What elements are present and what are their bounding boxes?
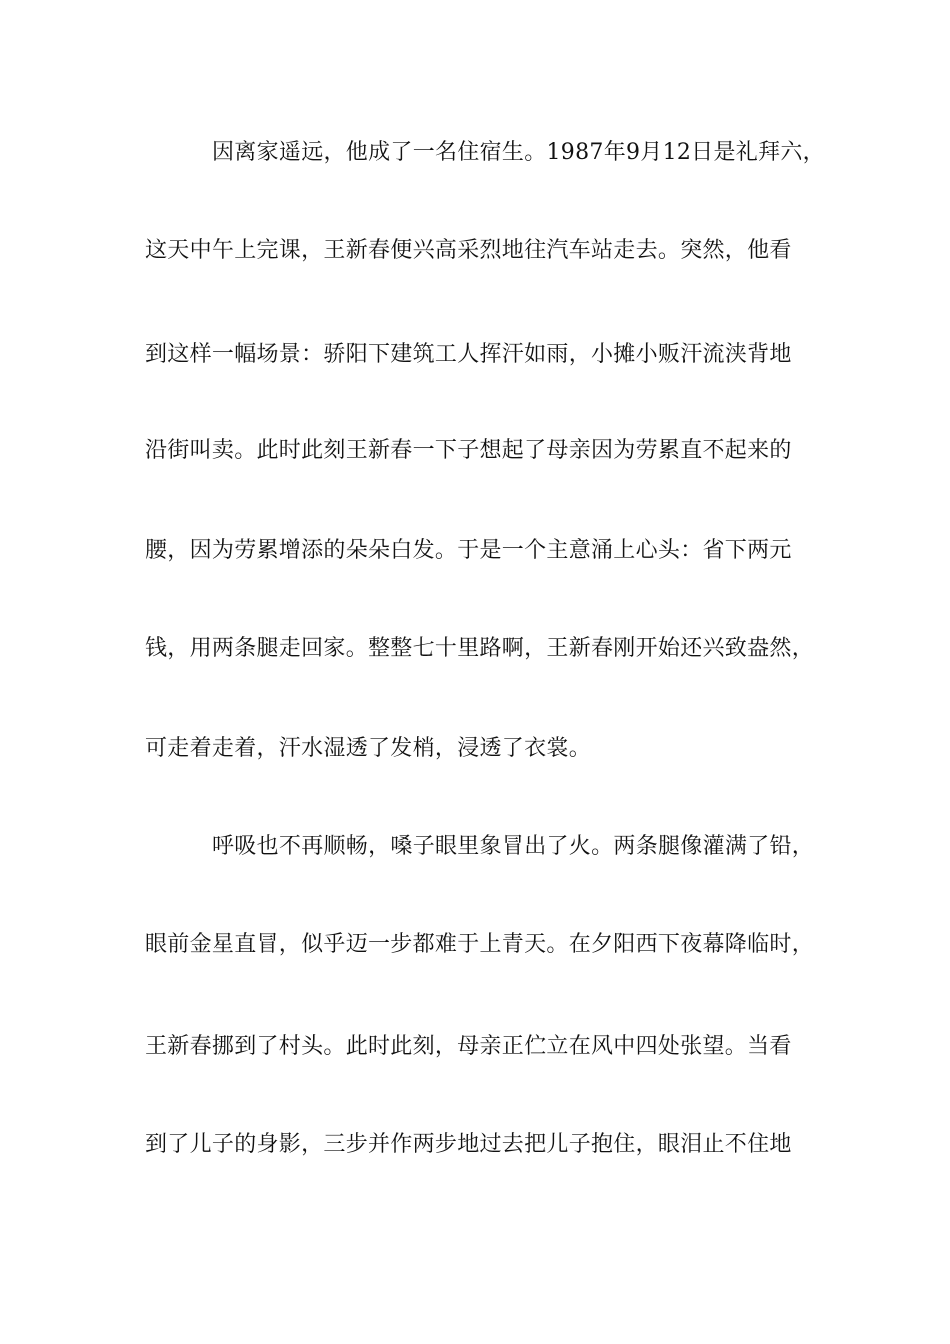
paragraph-1-line-6: 钱，用两条腿走回家。整整七十里路啊，王新春刚开始还兴致盎然， [145,636,815,661]
paragraph-1-line-1: 因离家遥远，他成了一名住宿生。1987年9月12日是礼拜六， [212,140,825,165]
paragraph-2-line-1: 呼吸也不再顺畅，嗓子眼里象冒出了火。两条腿像灌满了铅， [212,834,815,859]
paragraph-2-line-4: 到了儿子的身影，三步并作两步地过去把儿子抱住，眼泪止不住地 [145,1132,792,1157]
paragraph-1-line-4: 沿街叫卖。此时此刻王新春一下子想起了母亲因为劳累直不起来的 [145,438,792,463]
paragraph-1-line-7: 可走着走着，汗水湿透了发梢，浸透了衣裳。 [145,736,592,761]
paragraph-2-line-2: 眼前金星直冒，似乎迈一步都难于上青天。在夕阳西下夜幕降临时， [145,932,815,957]
paragraph-1-line-2: 这天中午上完课，王新春便兴高采烈地往汽车站走去。突然，他看 [145,238,792,263]
paragraph-2-line-3: 王新春挪到了村头。此时此刻，母亲正伫立在风中四处张望。当看 [145,1034,792,1059]
paragraph-1-line-5: 腰，因为劳累增添的朵朵白发。于是一个主意涌上心头：省下两元 [145,538,792,563]
paragraph-1-line-3: 到这样一幅场景：骄阳下建筑工人挥汗如雨，小摊小贩汗流浃背地 [145,342,792,367]
